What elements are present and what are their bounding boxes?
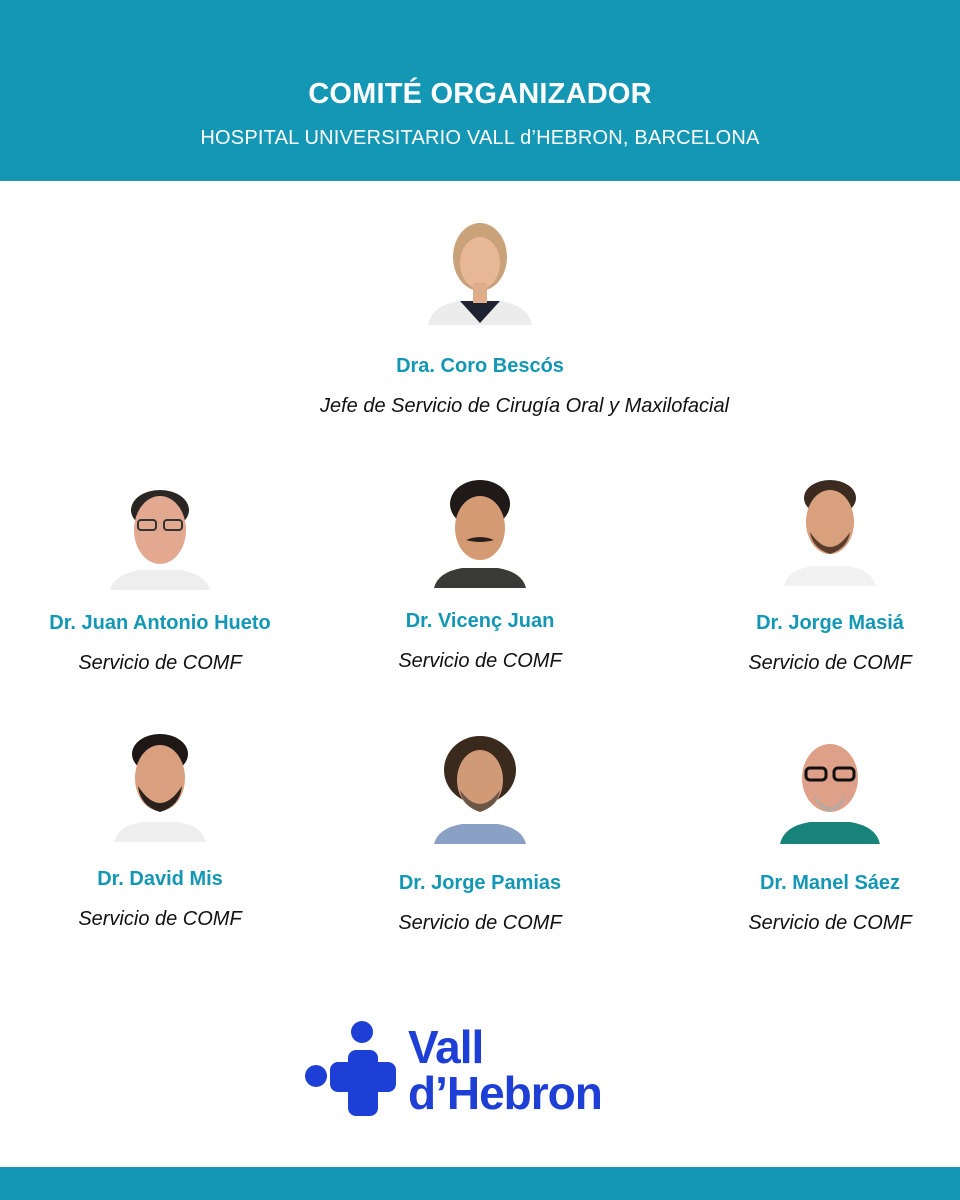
logo-mark-icon: [300, 1018, 400, 1118]
member-role: Servicio de COMF: [748, 912, 912, 934]
header-banner: [0, 0, 960, 181]
portrait-photo: [420, 205, 540, 325]
member-name: Dr. Juan Antonio Hueto: [49, 612, 271, 634]
vall-dhebron-logo: [300, 1018, 670, 1118]
member-role: Servicio de COMF: [78, 652, 242, 674]
portrait-photo: [770, 724, 890, 844]
member-name: Dr. David Mis: [97, 868, 223, 890]
portrait-photo: [420, 468, 540, 588]
member-role: Servicio de COMF: [748, 652, 912, 674]
member-name: Dr. Vicenç Juan: [405, 610, 555, 632]
portrait-photo: [420, 724, 540, 844]
portrait-photo: [100, 722, 220, 842]
member-role: Servicio de COMF: [398, 650, 562, 672]
footer-bar: [0, 1167, 960, 1200]
member-role: Servicio de COMF: [398, 912, 562, 934]
page-subtitle: HOSPITAL UNIVERSITARIO VALL d’HEBRON, BARCELONA: [200, 127, 760, 149]
member-role: Servicio de COMF: [78, 908, 242, 930]
member-card: [320, 468, 640, 673]
portrait-photo: [100, 470, 220, 590]
member-name: Dr. Jorge Pamias: [398, 872, 562, 894]
member-card: [670, 724, 960, 935]
member-card: [670, 466, 960, 675]
member-card: [0, 722, 320, 931]
featured-member-name: Dra. Coro Bescós: [396, 355, 564, 377]
member-card: [0, 470, 320, 675]
featured-member-card: [320, 205, 730, 418]
featured-member-role: Jefe de Servicio de Cirugía Oral y Maxilofacial: [320, 395, 730, 417]
member-name: Dr. Jorge Masiá: [756, 612, 904, 634]
logo-text-line2: d’Hebron: [408, 1067, 602, 1119]
member-name: Dr. Manel Sáez: [759, 872, 901, 894]
member-card: [320, 724, 640, 935]
page-title: COMITÉ ORGANIZADOR: [308, 78, 652, 110]
portrait-photo: [770, 466, 890, 586]
logo-text-line1: Vall: [408, 1021, 484, 1073]
